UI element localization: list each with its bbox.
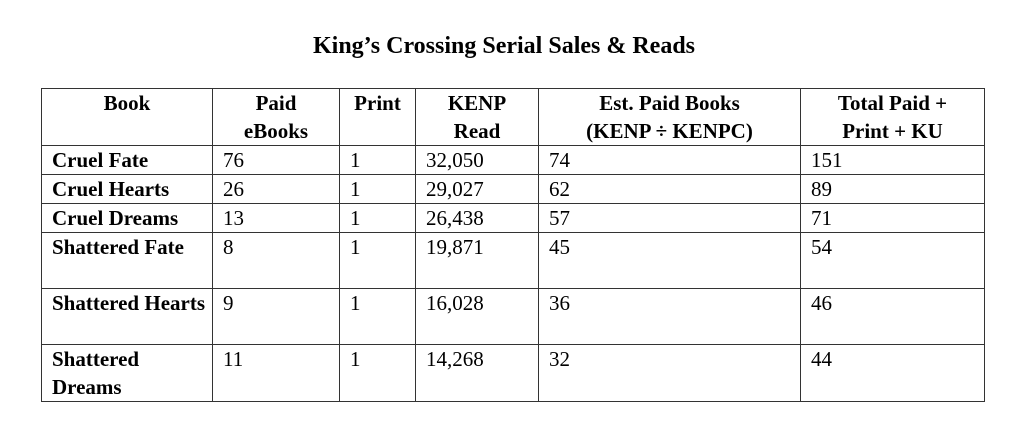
cell-paid-ebooks: 9 <box>213 289 340 345</box>
cell-print: 1 <box>340 204 416 233</box>
header-text: (KENP ÷ KENPC) <box>586 119 753 143</box>
document-title: King’s Crossing Serial Sales & Reads <box>312 33 696 59</box>
cell-est-paid-books: 45 <box>539 233 801 289</box>
table-row <box>42 146 985 175</box>
table-row <box>42 345 985 402</box>
cell-total: 46 <box>801 289 985 345</box>
cell-kenp-read: 26,438 <box>416 204 539 233</box>
header-text: Book <box>103 91 151 115</box>
cell-book: Cruel Hearts <box>42 175 213 204</box>
cell-print: 1 <box>340 146 416 175</box>
cell-kenp-read: 32,050 <box>416 146 539 175</box>
header-book <box>42 89 213 146</box>
header-est-paid-books <box>539 89 801 146</box>
cell-est-paid-books: 74 <box>539 146 801 175</box>
header-text: Read <box>453 119 501 143</box>
table-row <box>42 289 985 345</box>
header-print <box>340 89 416 146</box>
header-text: Est. Paid Books <box>599 91 740 115</box>
cell-book: Shattered Hearts <box>42 289 213 345</box>
cell-print: 1 <box>340 175 416 204</box>
header-text: Print <box>354 91 401 115</box>
cell-est-paid-books: 32 <box>539 345 801 402</box>
cell-book: Cruel Dreams <box>42 204 213 233</box>
cell-total: 44 <box>801 345 985 402</box>
cell-book: Shattered Dreams <box>42 345 213 402</box>
cell-kenp-read: 19,871 <box>416 233 539 289</box>
cell-paid-ebooks: 76 <box>213 146 340 175</box>
header-text: Paid <box>255 91 297 115</box>
cell-est-paid-books: 57 <box>539 204 801 233</box>
cell-book: Shattered Fate <box>42 233 213 289</box>
cell-total: 71 <box>801 204 985 233</box>
header-text: KENP <box>447 91 507 115</box>
cell-total: 54 <box>801 233 985 289</box>
header-kenp-read <box>416 89 539 146</box>
header-text: eBooks <box>243 119 309 143</box>
cell-kenp-read: 16,028 <box>416 289 539 345</box>
cell-paid-ebooks: 26 <box>213 175 340 204</box>
cell-kenp-read: 29,027 <box>416 175 539 204</box>
table-header-row <box>42 89 985 146</box>
table-row <box>42 204 985 233</box>
cell-print: 1 <box>340 233 416 289</box>
header-text: Print + KU <box>842 119 943 143</box>
sales-reads-table <box>41 88 985 402</box>
table-row <box>42 175 985 204</box>
header-paid-ebooks <box>213 89 340 146</box>
header-text: Total Paid + <box>837 91 948 115</box>
table-row <box>42 233 985 289</box>
cell-print: 1 <box>340 345 416 402</box>
cell-paid-ebooks: 11 <box>213 345 340 402</box>
header-total <box>801 89 985 146</box>
cell-paid-ebooks: 8 <box>213 233 340 289</box>
cell-book: Cruel Fate <box>42 146 213 175</box>
cell-est-paid-books: 36 <box>539 289 801 345</box>
cell-kenp-read: 14,268 <box>416 345 539 402</box>
cell-paid-ebooks: 13 <box>213 204 340 233</box>
cell-print: 1 <box>340 289 416 345</box>
cell-est-paid-books: 62 <box>539 175 801 204</box>
cell-total: 89 <box>801 175 985 204</box>
cell-total: 151 <box>801 146 985 175</box>
